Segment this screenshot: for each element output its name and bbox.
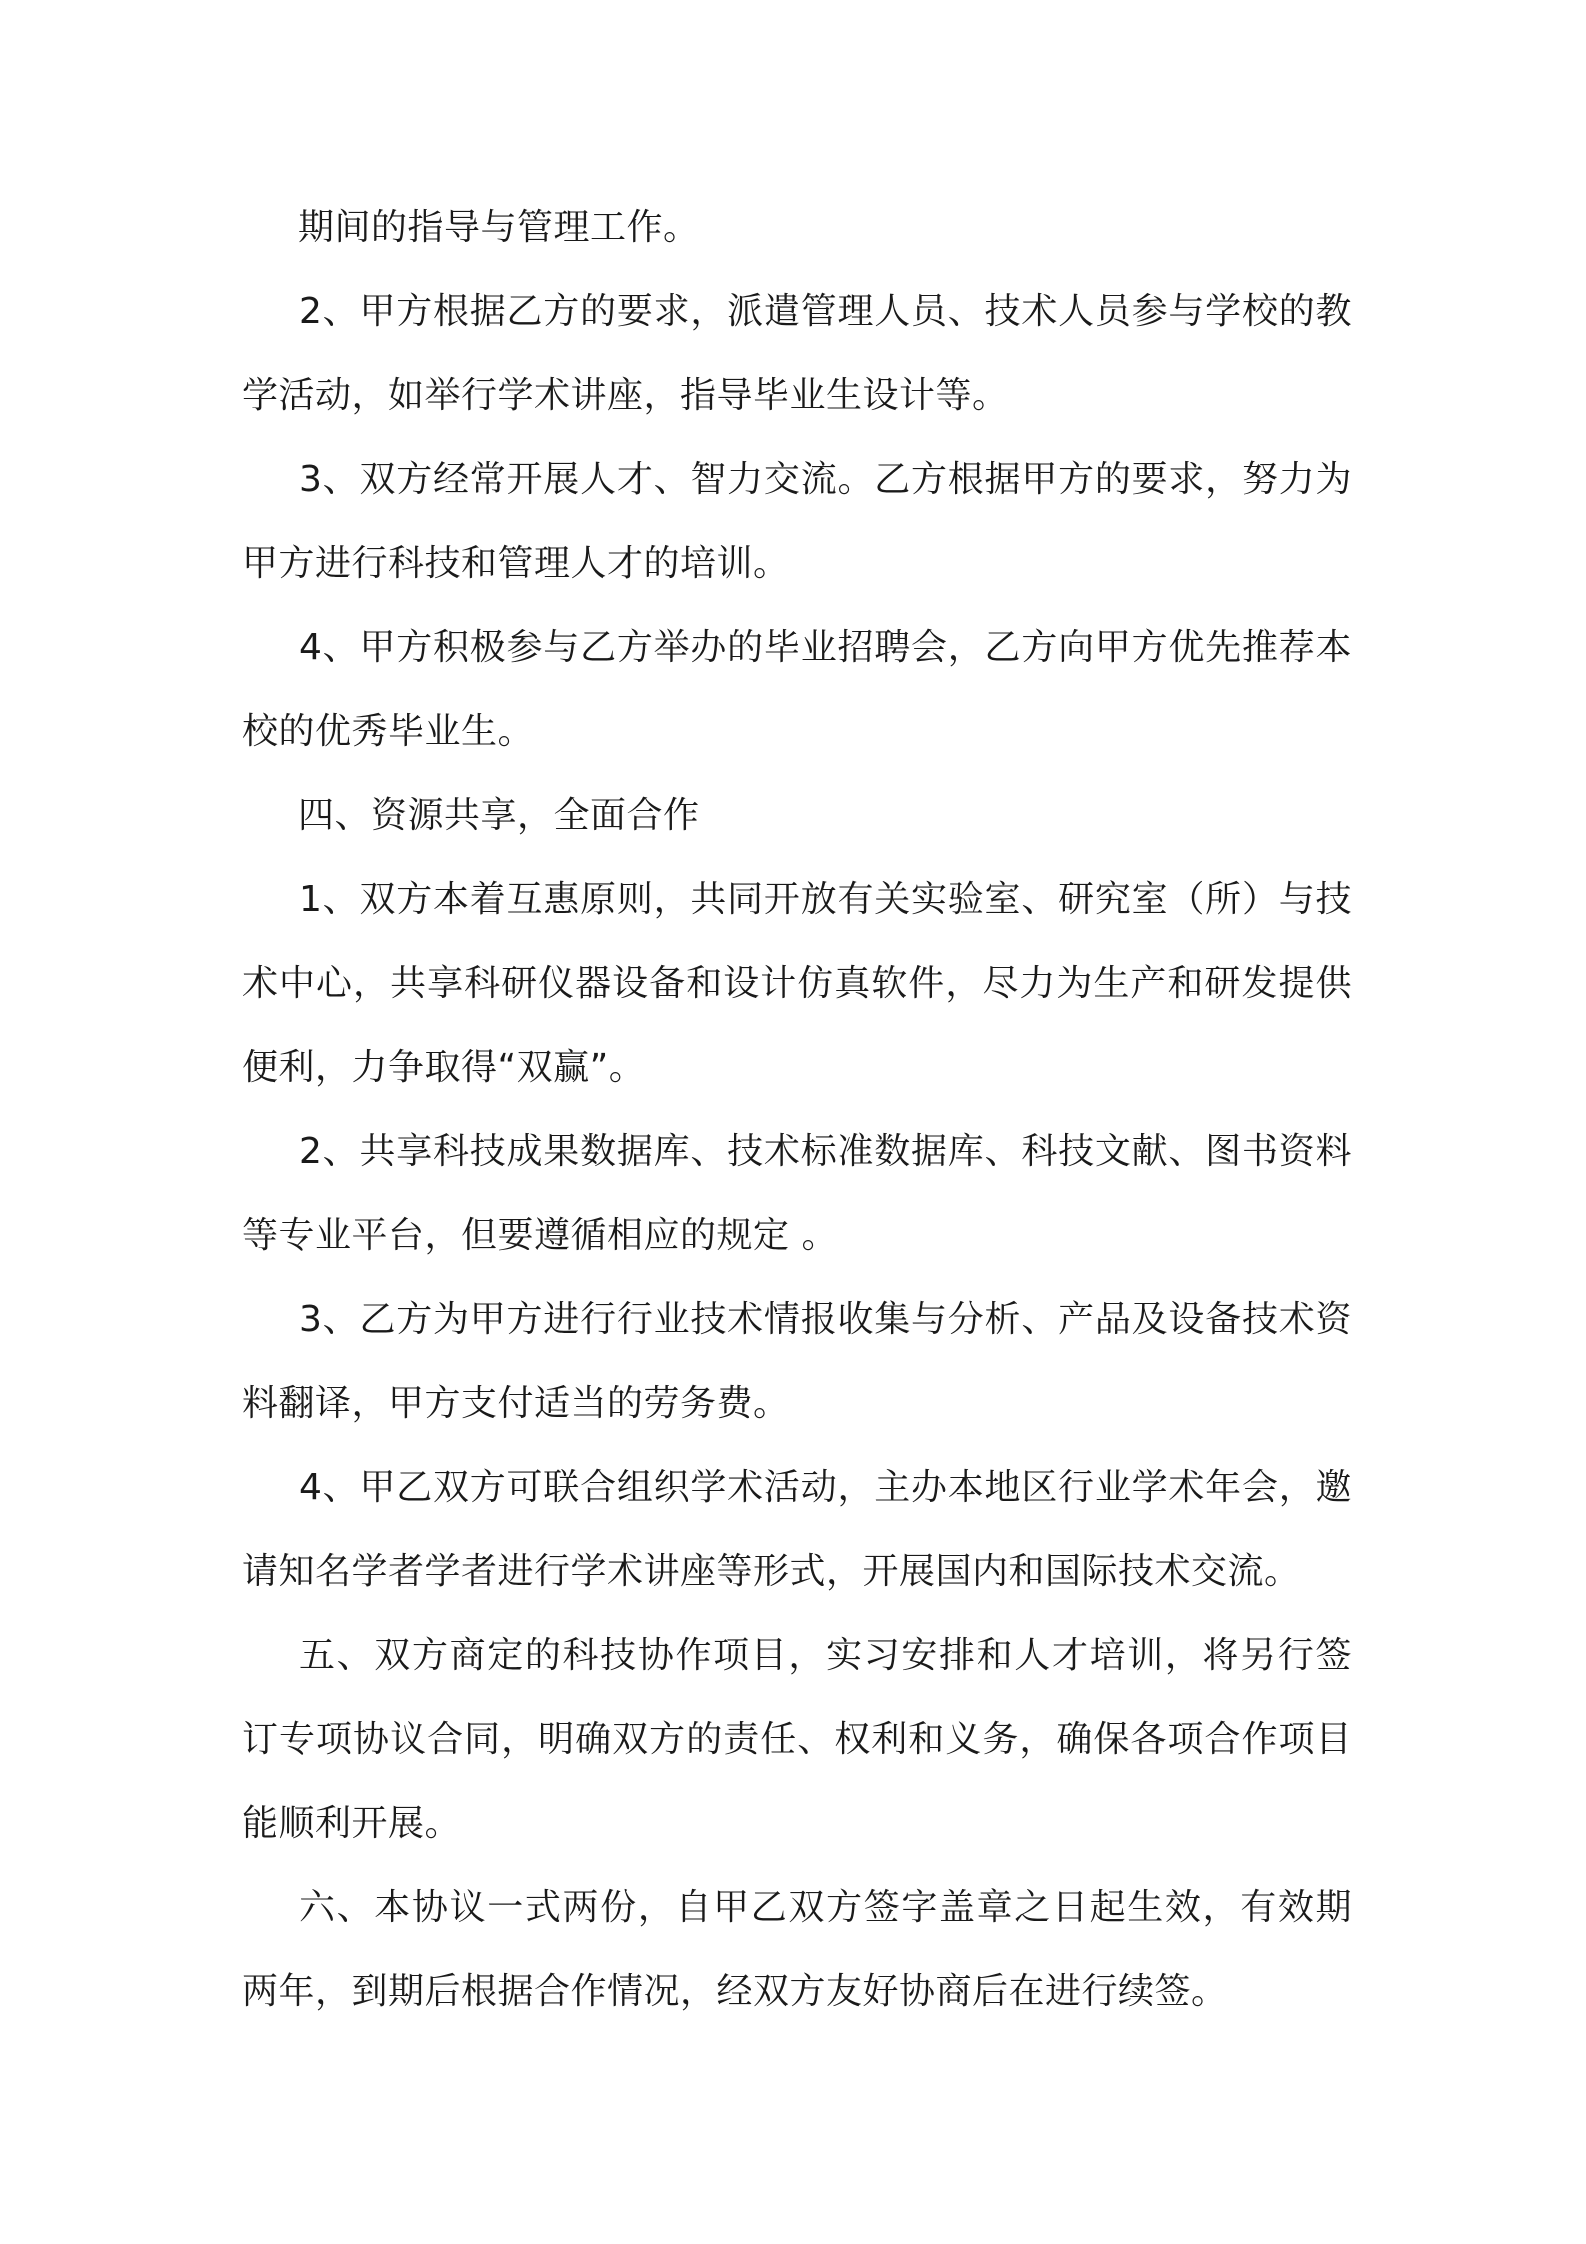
section-heading-4: 四、资源共享，全面合作 bbox=[298, 795, 700, 836]
paragraph-section4-item-1: 1、双方本着互惠原则，共同开放有关实验室、研究室（所）与技术中心，共享科研仪器设备和设计仿真软件，尽力为生产和研发提供便利，力争取得“双赢”。 bbox=[242, 879, 1352, 1088]
paragraph-continuation: 期间的指导与管理工作。 bbox=[298, 207, 700, 248]
paragraph-item-2: 2、甲方根据乙方的要求，派遣管理人员、技术人员参与学校的教学活动，如举行学术讲座，指导毕业生设计等。 bbox=[242, 291, 1352, 416]
paragraph-item-3: 3、双方经常开展人才、智力交流。乙方根据甲方的要求，努力为甲方进行科技和管理人才的培训。 bbox=[242, 459, 1352, 584]
paragraph-section4-item-4: 4、甲乙双方可联合组织学术活动，主办本地区行业学术年会，邀请知名学者学者进行学术讲座等形式，开展国内和国际技术交流。 bbox=[242, 1467, 1352, 1592]
paragraph-section4-item-2: 2、共享科技成果数据库、技术标准数据库、科技文献、图书资料等专业平台，但要遵循相应的规定 。 bbox=[242, 1131, 1352, 1256]
section-5-paragraph: 五、双方商定的科技协作项目，实习安排和人才培训，将另行签订专项协议合同，明确双方的责任、权利和义务，确保各项合作项目能顺利开展。 bbox=[242, 1635, 1352, 1844]
paragraph-item-4: 4、甲方积极参与乙方举办的毕业招聘会，乙方向甲方优先推荐本校的优秀毕业生。 bbox=[242, 627, 1352, 752]
paragraph-section4-item-3: 3、乙方为甲方进行行业技术情报收集与分析、产品及设备技术资料翻译，甲方支付适当的劳务费。 bbox=[242, 1299, 1352, 1424]
section-6-paragraph: 六、本协议一式两份，自甲乙双方签字盖章之日起生效，有效期两年，到期后根据合作情况，经双方友好协商后在进行续签。 bbox=[242, 1887, 1352, 2012]
